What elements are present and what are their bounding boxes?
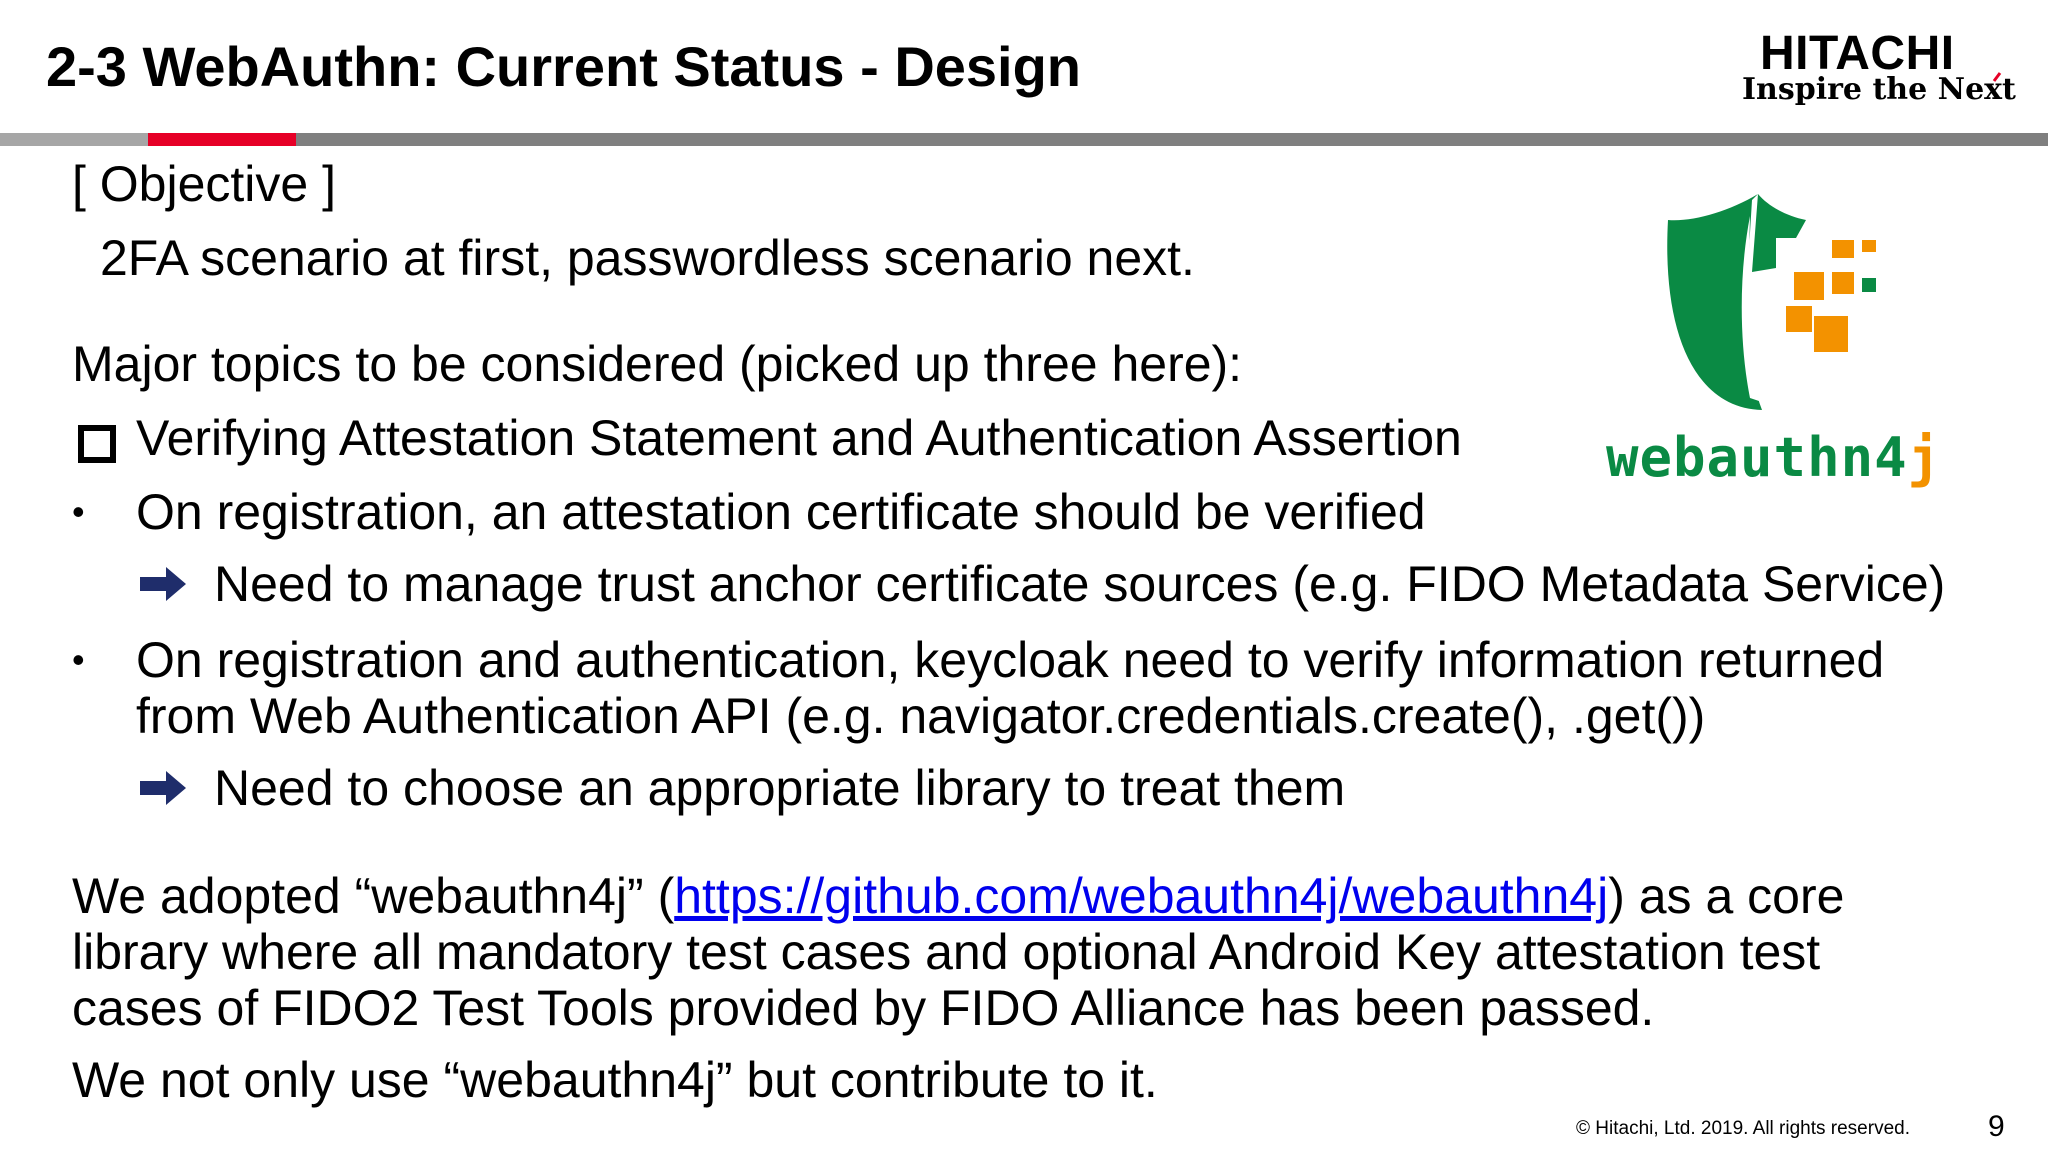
arrow-item-1: Need to manage trust anchor certificate sources (e.g. FIDO Metadata Service): [214, 556, 1946, 612]
wordmark-end: j: [1907, 426, 1942, 489]
wordmark-main: webauthn4: [1606, 426, 1908, 489]
bullet-item-2-line-2: from Web Authentication API (e.g. navigator.credentials.create(), .get()): [136, 688, 1706, 744]
checkbox-item: Verifying Attestation Statement and Authentication Assertion: [136, 410, 1462, 466]
hitachi-logo: [1720, 26, 2020, 110]
pixel-block: [1862, 278, 1876, 292]
contribute-text: We not only use “webauthn4j” but contribute to it.: [72, 1052, 1158, 1108]
right-arrow-icon: [140, 770, 188, 806]
pixel-block: [1814, 316, 1848, 352]
hitachi-logo-brand: HITACHI: [1760, 27, 1955, 80]
bullet-icon: •: [72, 491, 85, 532]
pixel-block: [1794, 272, 1824, 300]
header-rule-dark: [296, 133, 2048, 146]
hitachi-logo-tagline: Inspire the Next: [1742, 72, 2016, 107]
bullet-item-2-line-1: On registration and authentication, keycloak need to verify information returned: [136, 632, 1885, 688]
slide-title: 2-3 WebAuthn: Current Status - Design: [46, 35, 1082, 98]
adopted-prefix: We adopted “webauthn4j” (: [72, 868, 675, 924]
pixel-block: [1862, 240, 1876, 252]
webauthn4j-github-link[interactable]: https://github.com/webauthn4j/webauthn4j: [674, 868, 1609, 924]
page-number: 9: [1988, 1110, 2005, 1143]
square-checkbox-icon: [78, 425, 116, 463]
logo-accent-icon: [1992, 72, 2002, 82]
pixel-block: [1786, 306, 1812, 332]
bullet-icon: •: [72, 639, 85, 680]
objective-heading: [ Objective ]: [72, 156, 336, 212]
header-rule-red: [148, 133, 296, 146]
webauthn4j-logo-wordmark: [1606, 426, 1941, 489]
header-rule: [0, 133, 2048, 146]
right-arrow-icon: [140, 566, 188, 602]
copyright: © Hitachi, Ltd. 2019. All rights reserved.: [1576, 1118, 1910, 1139]
bullet-item-1: On registration, an attestation certificate should be verified: [136, 484, 1426, 540]
adopted-line-1: [72, 868, 1844, 924]
topics-heading: Major topics to be considered (picked up three here):: [72, 336, 1243, 392]
pixel-block: [1832, 272, 1854, 294]
arrow-item-2: Need to choose an appropriate library to treat them: [214, 760, 1346, 816]
pixel-block: [1832, 240, 1854, 258]
header-rule-grey: [0, 133, 148, 146]
adopted-line-3: cases of FIDO2 Test Tools provided by FIDO Alliance has been passed.: [72, 980, 1655, 1036]
objective-text: 2FA scenario at first, passwordless scenario next.: [100, 230, 1195, 286]
adopted-line-2: library where all mandatory test cases and optional Android Key attestation test: [72, 924, 1821, 980]
adopted-suffix: ) as a core: [1608, 868, 1845, 924]
